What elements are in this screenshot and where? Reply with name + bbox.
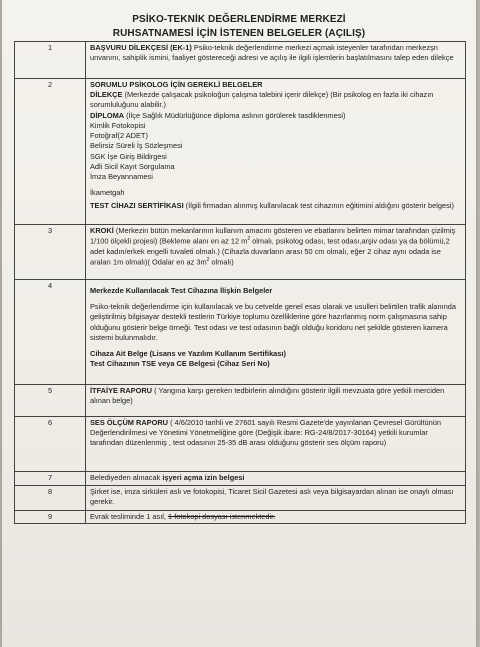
document-subtitle: RUHSATNAMESİ İÇİN İSTENEN BELGELER (AÇILIŞ)	[112, 28, 366, 39]
ikamet-item: İkametgah	[90, 188, 125, 198]
row-text: Psiko-teknik değerlendirme merkezi açmak isteyenler tarafından merkezşn unvanını, sahiplik ismini, faaliyet göstereceği adresi ve açılış ile ilgili işlemlerin başlatılmasını talep eden dilekçe	[90, 43, 454, 63]
row-text: ( 4/6/2010 tarihli ve 27601 sayılı Resmi Gazete'de yayınlanan Çevresel Gürültünün Değerlendirilmesi ve Yönetimi Yönetmeliğine göre (Değişik ibare: RG-24/8/2017-30164) yetkili kurumlar tarafından düzenlenmiş , test odasının 25-35 dB arası olduğunu gösterir ses ölçüm raporu)	[90, 418, 441, 448]
row-content	[86, 486, 466, 511]
row-number: 8	[15, 486, 86, 511]
row-text: Şirket ise, imza sirküleri aslı ve fotokopisi, Ticaret Sicil Gazetesi aslı veya bilgisayardan alınan ise onaylı olması gerekir.	[90, 487, 454, 507]
document-title: PSİKO-TEKNİK DEĞERLENDİRME MERKEZİ	[132, 14, 346, 25]
row-number: 5	[15, 385, 86, 417]
row-number: 6	[15, 417, 86, 472]
list-item: İmza Beyannamesi	[90, 171, 153, 181]
row-content	[86, 472, 466, 486]
list-item: Fotoğraf(2 ADET)	[90, 131, 148, 141]
diploma-text: (İlçe Sağlık Müdürlüğünce diploma aslının görülerek tasdiklenmesi)	[124, 110, 346, 120]
test-cert-text: (İlgili firmadan alınmış kullanılacak test cihazının eğitimini aldığını gösterir belgesi)	[183, 201, 454, 211]
requirements-table	[14, 41, 466, 524]
row-content	[86, 511, 466, 524]
row-number: 7	[15, 472, 86, 486]
table-row	[15, 225, 466, 280]
table-row	[15, 511, 466, 524]
row-title: KROKİ	[90, 226, 114, 235]
table-row	[15, 385, 466, 417]
superscript: 2	[206, 257, 210, 264]
dilekce-label: DİLEKÇE	[90, 90, 123, 100]
device-certificate: Test Cihazının TSE veya CE Belgesi (Cihaz Seri No)	[90, 359, 270, 369]
diploma-label: DİPLOMA	[90, 110, 125, 120]
row-content	[86, 79, 466, 225]
row-text: ( Yangına karşı gereken tedbirlerin alındığını gösterir ilgili mevzuata göre yetkili merciden alınan belge)	[90, 386, 445, 406]
row-title: İTFAİYE RAPORU	[90, 386, 153, 395]
row-content	[86, 280, 466, 385]
row-content	[86, 42, 466, 79]
test-cert-label: TEST CİHAZI SERTİFİKASI	[90, 201, 184, 211]
superscript: 2	[247, 236, 251, 243]
table-row	[15, 280, 466, 385]
row-text: olmalı, psikolog odası, test odası,arşiv odası ya da bölümü,2 adet kadın/erkek engelli tuvaleti olmalı.) (Cihazla duvarların arası 50 cm olmalı, eğer 2 cihaz aynı odada ise araları 1m olmalı)( Odalar en az 3m	[90, 236, 450, 267]
row-text: Psiko-teknik değerlendirme için kullanılacak ve bu cetvelde genel esas olarak ve usulleri belirtilen trafik alanında geliştirilmiş bilgisayar destekli testlerin Türkiye toplumu özelliklerine göre hazırlanmış norm çalışmasına sahip olduğunu gösterir belge örneği. Test odası ve test odasının bağlı olduğu koridoru net şekilde gösteren kamera sistemi bulunmalıdır.	[90, 302, 457, 342]
row-content	[86, 385, 466, 417]
row-title: BAŞVURU DİLEKÇESİ (EK-1)	[90, 43, 192, 52]
row-bold-text: işyeri açma izin belgesi	[162, 473, 245, 482]
dilekce-text: (Merkezde çalışacak psikoloğun çalışma talebini içerir dilekçe) (Bir psikolog en fazla iki cihazın sorumluluğunu alabilir.)	[90, 90, 434, 110]
device-document: Cihaza Ait Belge (Lisans ve Yazılım Kullanım Sertifikası)	[90, 349, 286, 359]
row-number: 4	[15, 280, 86, 385]
table-row	[15, 417, 466, 472]
row-title: SORUMLU PSİKOLOG İÇİN GEREKLİ BELGELER	[90, 80, 263, 89]
table-row	[15, 472, 466, 486]
row-text: Belediyeden alınacak	[90, 473, 163, 482]
row-text: olmalı)	[209, 257, 234, 267]
row-content	[86, 417, 466, 472]
row-title: SES ÖLÇÜM RAPORU	[90, 418, 169, 427]
list-item: SGK İşe Giriş Bildirgesi	[90, 151, 167, 161]
list-item: Adli Sicil Kayıt Sorgulama	[90, 161, 175, 171]
row-content	[86, 225, 466, 280]
table-row	[15, 42, 466, 79]
row-text: Evrak tesliminde 1 asıl,	[90, 512, 169, 521]
row-title: Merkezde Kullanılacak Test Cihazına İlişkin Belgeler	[90, 286, 273, 295]
list-item: Belirsiz Süreli İş Sözleşmesi	[90, 141, 183, 151]
row-text: (Merkezin bütün mekanlarının kullanım amacını gösteren ve ebatlarını belirten mimar tarafından çizilmiş 1/100 ölçekli projesi) (Bekleme alanı en az 12 m	[90, 226, 456, 246]
struck-text: 1 fotokopi dosyası istenmektedir.	[168, 512, 276, 521]
row-number: 2	[15, 79, 86, 225]
table-row	[15, 486, 466, 511]
row-number: 3	[15, 225, 86, 280]
row-number: 9	[15, 511, 86, 524]
document-page	[2, 0, 476, 647]
list-item: Kimlik Fotokopisi	[90, 120, 146, 130]
table-row	[15, 79, 466, 225]
row-number: 1	[15, 42, 86, 79]
